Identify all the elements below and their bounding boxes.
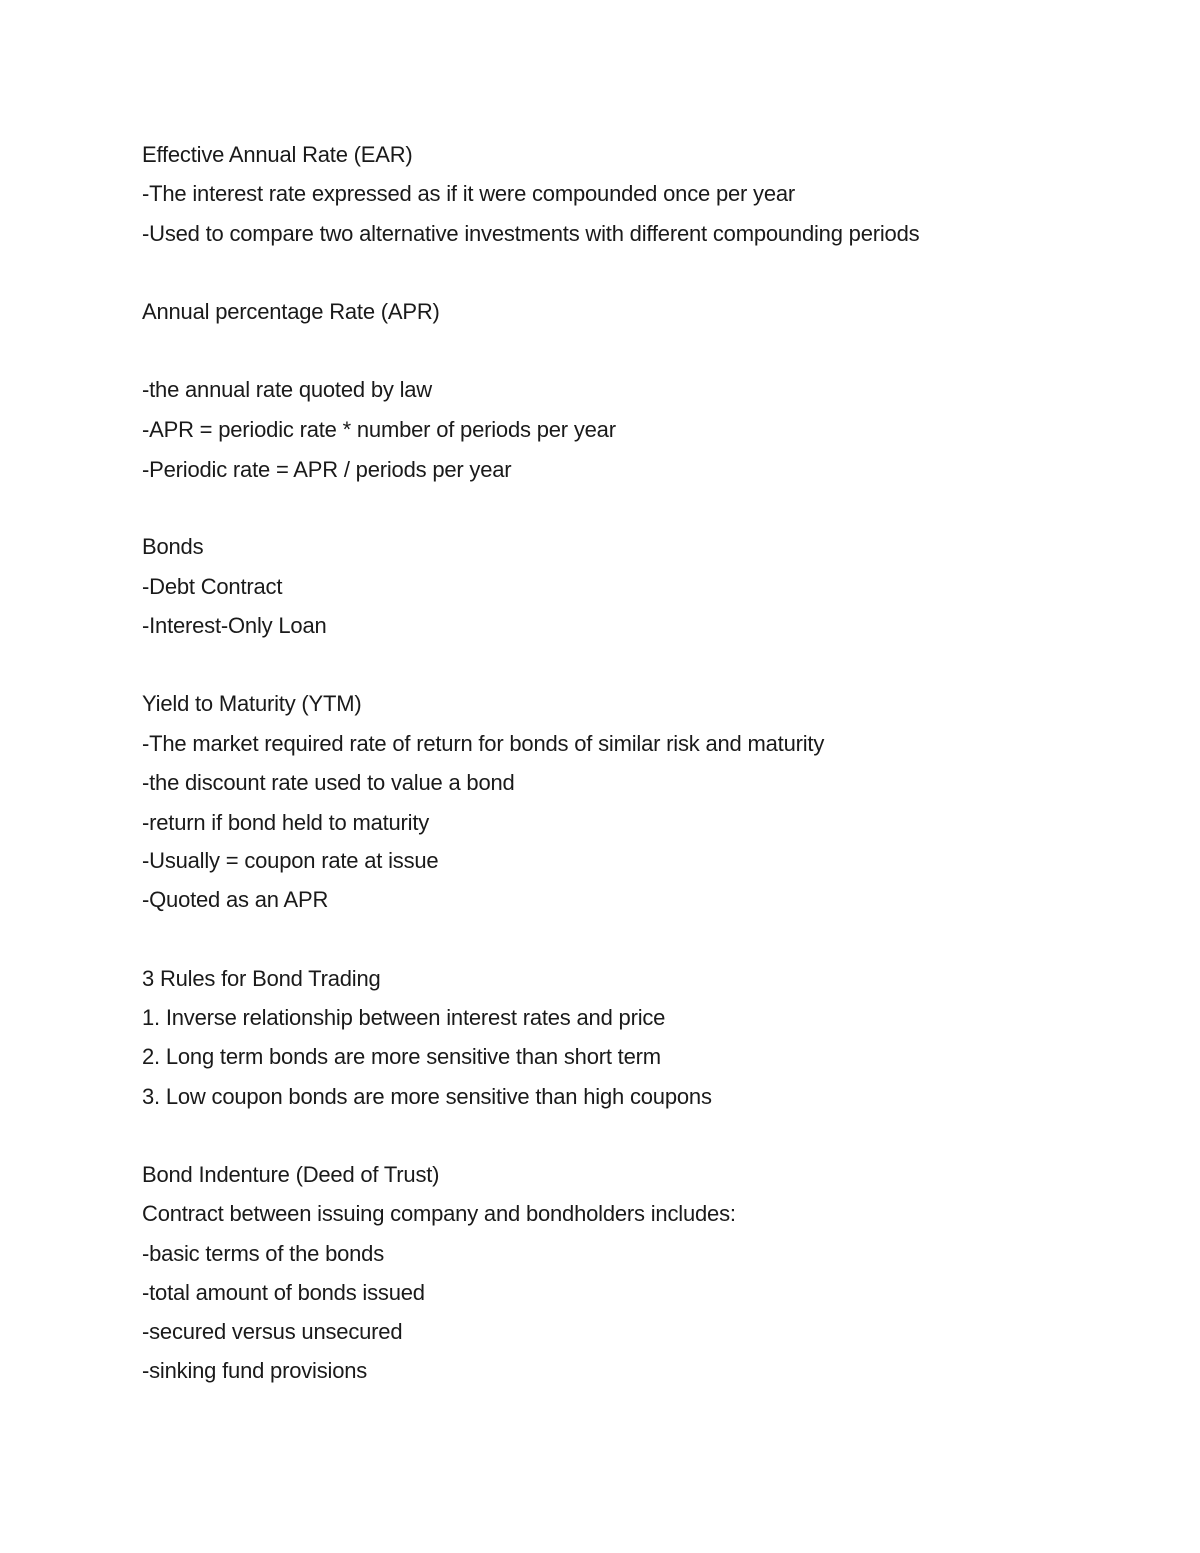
apr-heading: Annual percentage Rate (APR): [142, 299, 440, 324]
ytm-line-5: -Quoted as an APR: [142, 887, 329, 912]
ytm-line-4: -Usually = coupon rate at issue: [142, 848, 439, 873]
bonds-line-2: -Interest-Only Loan: [142, 613, 327, 638]
indenture-line-5: -sinking fund provisions: [142, 1358, 368, 1383]
bonds-heading: Bonds: [142, 534, 204, 559]
ear-line-2: -Used to compare two alternative investments with different compounding periods: [142, 221, 920, 246]
indenture-heading: Bond Indenture (Deed of Trust): [142, 1162, 440, 1187]
apr-line-3: -Periodic rate = APR / periods per year: [142, 457, 512, 482]
apr-line-1: -the annual rate quoted by law: [142, 377, 432, 402]
rules-line-2: 2. Long term bonds are more sensitive than short term: [142, 1044, 661, 1069]
bonds-line-1: -Debt Contract: [142, 574, 283, 599]
indenture-line-3: -total amount of bonds issued: [142, 1280, 425, 1305]
rules-line-1: 1. Inverse relationship between interest rates and price: [142, 1005, 666, 1030]
indenture-line-2: -basic terms of the bonds: [142, 1241, 385, 1266]
apr-line-2: -APR = periodic rate * number of periods per year: [142, 417, 616, 442]
ear-line-1: -The interest rate expressed as if it were compounded once per year: [142, 181, 796, 206]
indenture-line-4: -secured versus unsecured: [142, 1319, 403, 1344]
rules-heading: 3 Rules for Bond Trading: [142, 966, 381, 991]
ytm-heading: Yield to Maturity (YTM): [142, 691, 362, 716]
ytm-line-1: -The market required rate of return for bonds of similar risk and maturity: [142, 731, 825, 756]
ytm-line-2: -the discount rate used to value a bond: [142, 770, 515, 795]
indenture-line-1: Contract between issuing company and bondholders includes:: [142, 1201, 736, 1226]
rules-line-3: 3. Low coupon bonds are more sensitive than high coupons: [142, 1084, 712, 1109]
ear-heading: Effective Annual Rate (EAR): [142, 142, 413, 167]
ytm-line-3: -return if bond held to maturity: [142, 810, 430, 835]
